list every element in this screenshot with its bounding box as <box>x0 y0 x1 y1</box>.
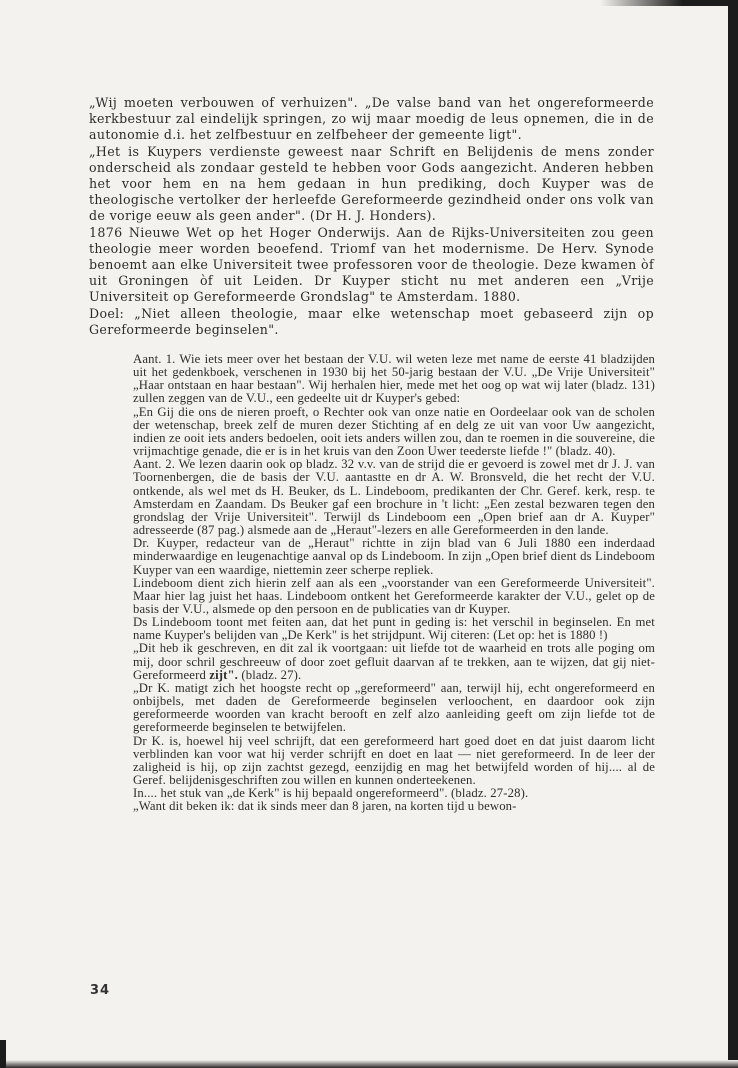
page-number: 34 <box>90 983 111 998</box>
paragraph-stuk-kerk: In.... het stuk van „de Kerk" is hij bepaald ongereformeerd". (bladz. 27-28). <box>133 786 529 801</box>
prayer-quote: „En Gij die ons de nieren proeft, o Rechter ook van onze natie en Oordeelaar ook van de scholen der wetenschap, breek zelf de muren dezer Stichting af en delg ze uit van voor Uw aangezicht, indien ze ooit iets anders bedoelen, ooit iets anders willen zou, dan te roemen in die souvereine, die vrijmachtige genade, die er is in het kruis van den Zoon Uwer teederste liefde !" (bladz. 40). <box>133 404 655 459</box>
quote-text: „Dit heb ik geschreven, en dit zal ik voortgaan: uit liefde tot de waarheid en trots alle poging om mij, door schril geschreeuw of door zoet gefluit daarvan af te trekken, aan te wijzen, dat gij niet-Gereformeerd <box>133 641 655 682</box>
paragraph-want-dit: „Want dit beken ik: dat ik sinds meer dan 8 jaren, na korten tijd u bewon- <box>133 799 517 814</box>
paragraph-lindeboom-voorstander: Lindeboom dient zich hierin zelf aan als een „voorstander van een Gereformeerde Universiteit". Maar hier lag juist het haas. Lindeboom ontkent het Gereformeerde karakter der V.U., gelet op de basis der V.U., alsmede op den persoon en de publicaties van dr Kuyper. <box>133 575 655 616</box>
quote-bold-word: zijt". <box>209 667 239 682</box>
scan-edge-bottom <box>0 1060 738 1068</box>
quote-dit-heb-ik <box>133 642 655 681</box>
paragraph-dr-k-matigt: „Dr K. matigt zich het hoogste recht op „gereformeerd" aan, terwijl hij, echt ongereformeerd en onbijbels, met daden de Gereformeerde beginselen verloochent, en daardoor ook zijn gereformeerde woorden van kracht berooft en zelf alzo aanleiding geeft om zijn liefde tot de gereformeerde beginselen te betwijfelen. <box>133 680 655 735</box>
paragraph-1876-wet: 1876 Nieuwe Wet op het Hoger Onderwijs. Aan de Rijks-Universiteiten zou geen theologie meer worden beoefend. Triomf van het modernisme. De Herv. Synode benoemt aan elke Universiteit twee professoren voor de theologie. Deze kwamen òf uit Groningen òf uit Leiden. Dr Kuyper sticht nu met anderen een „Vrije Universiteit op Gereformeerde Grondslag" te Amsterdam. 1880. <box>89 224 654 305</box>
annotation-2: Aant. 2. We lezen daarin ook op bladz. 32 v.v. van de strijd die er gevoerd is zowel met dr J. J. van Toornenbergen, die de basis der V.U. aantastte en dr A. W. Bronsveld, die het recht der V.U. ontkende, als wel met ds H. Beuker, ds L. Lindeboom, predikanten der Chr. Geref. kerk, resp. te Amsterdam en Zaandam. Ds Beuker gaf een brochure in 't licht: „Een zestal bezwaren tegen den grondslag der Vrije Universiteit". Terwijl ds Lindeboom een „Open brief aan dr A. Kuyper" adresseerde (87 pag.) alsmede aan de „Heraut"-lezers en alle Gereformeerden in den lande. <box>133 457 655 538</box>
scan-edge-top <box>600 0 738 6</box>
paragraph-verbouwen: „Wij moeten verbouwen of verhuizen". „De valse band van het ongereformeerde kerkbestuur zal eindelijk springen, zo wij maar moedig de leus opnemen, die in de autonomie d.i. het zelfbestuur en zelfbeheer der gemeente ligt". <box>89 95 654 143</box>
main-text <box>89 95 654 338</box>
paragraph-dr-k-is: Dr K. is, hoewel hij veel schrijft, dat een gereformeerd hart goed doet en dat juist daarom licht verblinden kan voor wat hij verder schrijft en doet en laat — niet gereformeerd. In de leer der zaligheid is hij, op zijn zachtst gezegd, eenzijdig en mag het betwijfeld worden of hij.... al de Geref. belijdenisgeschriften zou willen en kunnen onderteekenen. <box>133 733 655 787</box>
paragraph-kuypers-verdienste: „Het is Kuypers verdienste geweest naar Schrift en Belijdenis de mens zonder onderscheid als zondaar gesteld te hebben voor Gods aangezicht. Anderen hebben het voor hem en na hem gedaan in hun prediking, doch Kuyper was de theologische vertolker der herleefde Gereformeerde gezindheid onder ons volk van de vorige eeuw als geen ander". (Dr H. J. Honders). <box>89 143 654 224</box>
paragraph-heraut: Dr. Kuyper, redacteur van de „Heraut" richtte in zijn blad van 6 Juli 1880 een inderdaad minderwaardige en leugenachtige aanval op ds Lindeboom. In zijn „Open brief dient ds Lindeboom Kuyper van een waardige, niettemin zeer scherpe repliek. <box>133 536 655 577</box>
quote-reference: (bladz. 27). <box>241 667 302 682</box>
annotation-block <box>133 353 655 813</box>
paragraph-lindeboom-feiten: Ds Lindeboom toont met feiten aan, dat het punt in geding is: het verschil in beginselen. En met name Kuyper's belijden van „De Kerk" is het strijdpunt. Wij citeren: (Let op: het is 1880 !) <box>133 615 655 643</box>
scan-edge-right <box>728 0 738 1068</box>
paragraph-doel: Doel: „Niet alleen theologie, maar elke wetenschap moet gebaseerd zijn op Gereformeerde beginselen". <box>89 305 654 337</box>
annotation-1: Aant. 1. Wie iets meer over het bestaan der V.U. wil weten leze met name de eerste 41 bladzijden uit het gedenkboek, verschenen in 1930 bij het 50-jarig bestaan der V.U. „De Vrije Universiteit" „Haar ontstaan en haar bestaan". Wij herhalen hier, mede met het oog op wat wij later (bladz. 131) zullen zeggen van de V.U., een gedeelte uit dr Kuyper's gebed: <box>133 352 655 406</box>
scan-edge-left <box>0 1040 6 1068</box>
